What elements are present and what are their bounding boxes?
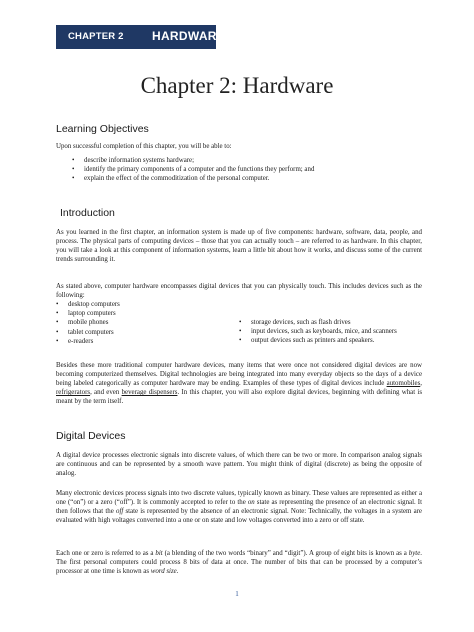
device-list-item: • mobile phones (68, 318, 218, 327)
objective-item: • identify the primary components of a computer and the functions they perform; and (84, 165, 424, 174)
link-refrigerators[interactable]: refrigerators (56, 389, 91, 396)
page-title: Chapter 2: Hardware (140, 73, 334, 98)
device-list-item: • laptop computers (68, 309, 218, 318)
device-list-item: • tablet computers (68, 328, 218, 337)
device-list-left (68, 300, 218, 346)
device-list-right (251, 318, 421, 346)
intro-paragraph-1: As you learned in the first chapter, an information system is made up of five components: hardware, software, data, people, and process. The physical parts of computing devices – those that you can actually touch – are referred to as hardware. In this chapter, you will take a look at this component of information systems, learn a little bit about how it works, and discuss some of the current trends surrounding it. (56, 229, 422, 263)
intro-paragraph-3: Besides these more traditional computer hardware devices, many items that were once not considered digital devices are now becoming computerized themselves. Digital technologies are being integrated into many everyday objects so the days of a device being labeled categorically as computer hardware may be ending. Examples of these types of digital devices include automobiles, refrigerators, and even beverage dispensers. In this chapter, you will also explore digital devices, beginning with defining what is meant by the term itself. (56, 362, 422, 405)
digital-paragraph-1: A digital device processes electronic signals into discrete values, of which there can be two or more. In comparison analog signals are continuous and can be represented by a smooth wave pattern. You might think of digital (discrete) as being the opposite of analog. (56, 452, 422, 477)
objective-item: • explain the effect of the commoditization of the personal computer. (84, 174, 424, 183)
chapter-label: CHAPTER 2 (68, 31, 124, 42)
device-list-item: • output devices such as printers and speakers. (251, 336, 421, 345)
objectives-list (84, 156, 424, 184)
page-number: 1 (235, 590, 239, 598)
link-beverage-dispensers[interactable]: beverage dispensers (121, 389, 178, 396)
device-list-item: • desktop computers (68, 300, 218, 309)
chapter-header-banner (56, 25, 226, 49)
introduction-heading: Introduction (60, 207, 115, 219)
device-list-item: • input devices, such as keyboards, mice, and scanners (251, 327, 421, 336)
objectives-intro: Upon successful completion of this chapter, you will be able to: (56, 143, 232, 150)
digital-paragraph-3: Each one or zero is referred to as a bit (a blending of the two words “binary” and “digit”). A group of eight bits is known as a byte. The first personal computers could process 8 bits of data at once. The number of bits that can be processed by a computer’s processor at one time is known as word size. (56, 550, 423, 575)
device-list-item: • storage devices, such as flash drives (251, 318, 421, 327)
intro-paragraph-2: As stated above, computer hardware encompasses digital devices that you can physically touch. This includes devices such as the following: (56, 283, 422, 299)
digital-devices-heading: Digital Devices (56, 430, 126, 442)
digital-paragraph-2: Many electronic devices process signals into two discrete values, typically known as binary. These values are represented as either a one (“on”) or a zero (“off”). It is commonly accepted to refer to the on state as representing the presence of an electronic signal. It then follows that the off state is represented by the absence of an electronic signal. Note: Technically, the voltages in a system are evaluated with high voltages converted into a one or on state and low voltages converted into a zero or off state. (56, 490, 423, 524)
link-automobiles[interactable]: automobiles (386, 380, 421, 387)
section-label: HARDWARE (152, 29, 226, 43)
learning-objectives-heading: Learning Objectives (56, 123, 149, 135)
device-list-item: • e-readers (68, 337, 218, 346)
objective-item: • describe information systems hardware; (84, 156, 424, 165)
